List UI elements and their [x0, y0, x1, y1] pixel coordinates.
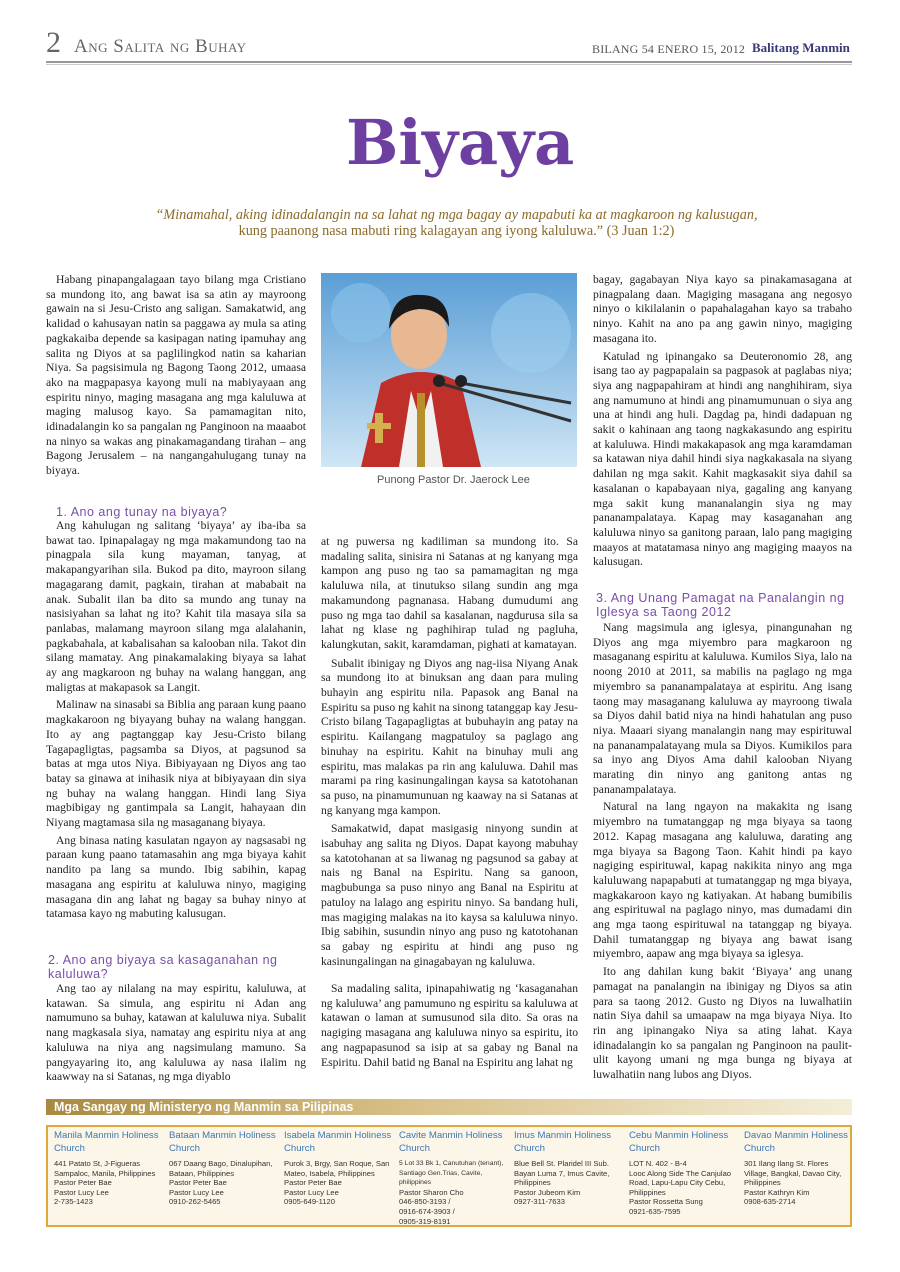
- scripture-verse: [148, 207, 765, 239]
- section-heading-1: 1. Ano ang tunay na biyaya?: [56, 505, 228, 519]
- church-isabela: [284, 1129, 392, 1207]
- church-name: Manila Manmin Holiness Church: [54, 1130, 159, 1154]
- church-phone: 046-850-3193 /: [399, 1197, 451, 1207]
- church-address: Village, Bangkal, Davao City,: [744, 1168, 842, 1178]
- church-address: Sampaloc, Manila, Philippines: [54, 1168, 156, 1178]
- paragraph: Sa madaling salita, ipinapahiwatig ng ‘kasaganahan ng kaluluwa’ ang pamumuno ng espiritu sa kaluluwa at katawan o laman at sumusunod sila dito. Sa oras na nagiging masagana ang kaluluwa ninyo sa espiritu, ito ang nagpapasunod sa isip at sa gabay ng Banal na Espiritu. Dahil batid ng Banal na Espiritu ang lahat ng: [321, 982, 578, 1069]
- church-address: Philippines: [629, 1187, 666, 1197]
- church-name: Davao Manmin Holiness Church: [744, 1130, 848, 1154]
- pastor-photo: [321, 273, 577, 467]
- paragraph: Habang pinapangalagaan tayo bilang mga Cristiano sa mundong ito, ang bawat isa sa atin ay mayroong gawain na si Jesu-Cristo ang saligan. Samakatwid, ang kalidad o kahusayan natin sa paggawa ay mula sa ating pagkakaiba depende sa kasipagan nating ipamuhay ang salita ng Diyos at sa paglilingkod natin sa kaharian Niya. Sa pagsisimula ng Bagong Taong 2012, umaasa ako na magpapasya kayong muli na mabiyayaan ang espiritu ninyo, maging masagana ang mga kaluluwa at maging malusog kayo. Sa pamamagitan nito, idinadalangin ko sa pangalan ng Panginoon na maaabot na ninyo sa wakas ang pinakamagandang tirahan – ang Bagong Jerusalem – na nangangahulugang tunay na biyaya.: [46, 273, 306, 478]
- paragraph: Ang binasa nating kasulatan ngayon ay nagsasabi ng paraan kung paano tatamasahin ang mga biyaya kahit nandito pa lang sa mundo. Ibig sabihin, kapag masagana ang espiritu at kaluluwa ninyo, magiging masagana din ang lahat ng bagay sa buhay ninyo at tatamasa kayo ng mabuting kalusugan.: [46, 833, 306, 921]
- photo-illustration: [321, 273, 577, 467]
- paragraph: Nang magsimula ang iglesya, pinangunahan ng Diyos ang mga miyembro para magkaroon ng masaganang espiritu at kaluluwa. Kumilos Siya, lalo na noong 2010 at 2011, sa mabilis na paglago ng mga miyembro sa pananampalataya at espiritu. Ang isang taong may masaganang kaluluwa ay mayroong tiwala sa Diyos dahil batid niya na hindi hahatulan ang puso niya. Maaari siyang manalangin nang may espirituwal na pananampalatayang mula sa Diyos. Kumikilos para sa inyo ang Diyos Ama dahil kalooban Niyang marating din ninyo ang ganitong antas ng pananampalataya.: [593, 621, 852, 796]
- church-address: 067 Daang Bago, Dinalupihan,: [169, 1159, 273, 1168]
- church-bataan: [169, 1129, 277, 1207]
- church-address: Road, Lapu-Lapu City Cebu,: [629, 1178, 726, 1188]
- header-rule-thin: [46, 64, 852, 65]
- paragraph: Natural na lang ngayon na makakita ng isang miyembro na tumatanggap ng mga biyaya sa taong 2012. Kapag masagana ang kaluluwa, darating ang mga biyaya sa Bagong Taon. Kahit hindi pa kayo nagiging espirituwal, kapag nakikita ninyo ang mga kaluluwang napapabuti at tumatanggap ng mga biyaya, magkakaroon kayo ng katiyakan. At habang bumibilis ang espirituwal na paglago ninyo, mas dumadami din ang mga taong espirituwal na tatanggap ng biyaya. Dahil tumatanggap ng biyaya ang bawat isang miyembro, aapaw ang mga biyaya sa iglesya.: [593, 800, 852, 961]
- church-pastor: Pastor Kathryn Kim: [744, 1187, 810, 1197]
- paragraph: Ang kahulugan ng salitang ‘biyaya’ ay iba-iba sa bawat tao. Ipinapalagay ng mga makamundong tao na pinagpala sila kung mayaman, tanyag, at makapangyarihan sila. Bukod pa dito, mayroon silang magagarang damit, pagkain, tirahan at mababait na anak. Subalit ilan ba dito sa mundo ang tunay na nasisiyahan sa lahat ng ito? Kahit tila masaya sila sa panlabas, malamang mayroon silang mga alalahanin, pagkabahala, at kabalisahan sa kalooban nila. Takot din silang mamatay. Ang pinakamalaking biyaya sa lahat ay ang magkaroon ng buhay na walang hanggan, ang maligtas at makapasok sa Langit.: [46, 519, 306, 694]
- paragraph: bagay, gagabayan Niya kayo sa pinakamasagana at pinagpalang daan. Magiging masagana ang negosyo ninyo o kikilalanin o papahalagahan kayo sa trabaho ninyo. Kahit na ano pa ang gawin ninyo, magiging masagana ito.: [593, 273, 852, 345]
- church-address: Philippines: [744, 1178, 781, 1188]
- church-name: Bataan Manmin Holiness Church: [169, 1130, 276, 1154]
- church-phone: 2-735-1423: [54, 1197, 93, 1207]
- photo-caption: Punong Pastor Dr. Jaerock Lee: [377, 474, 530, 486]
- church-cebu: [629, 1129, 737, 1217]
- column-2: [321, 535, 578, 973]
- church-phone: 0905-319-8191: [399, 1216, 451, 1226]
- church-address: Purok 3, Brgy, San Roque, San: [284, 1159, 390, 1168]
- church-phone: 0927-311-7633: [514, 1197, 565, 1207]
- church-address: LOT N. 402 - B-4: [629, 1159, 687, 1168]
- brand-logo: Balitang Manmin: [752, 40, 850, 55]
- column-1-mid: [46, 519, 306, 922]
- church-address: Looc Along Side The Canjulao: [629, 1168, 732, 1178]
- header-rule: [46, 61, 852, 63]
- church-imus: [514, 1129, 622, 1207]
- church-manila: [54, 1129, 162, 1207]
- church-address: Blue Bell St. Plaridel III Sub.: [514, 1159, 609, 1168]
- column-1-top: [46, 273, 306, 479]
- section-heading-3: 3. Ang Unang Pamagat na Panalangin ng Iglesya sa Taong 2012: [596, 591, 845, 619]
- directory-title: Mga Sangay ng Ministeryo ng Manmin sa Pilipinas: [54, 1100, 354, 1114]
- paragraph: Ang tao ay nilalang na may espiritu, kaluluwa, at katawan. Sa simula, ang espiritu ni Adan ang namumuno sa buhay, katawan at kaluluwa niya. Subalit nang magkasala siya, namatay ang espiritu niya at ang kaluluwa na niya ang nagsimulang mamuno. Sa pangyayaring ito, ang kaluluwa ay nasa ilalim ng kaawway na si Satanas, ng mga diyablo: [46, 982, 306, 1084]
- church-phone: 0921-635-7595: [629, 1206, 681, 1216]
- issue-info: BILANG 54 ENERO 15, 2012: [592, 42, 746, 56]
- church-pastor: Pastor Lucy Lee: [284, 1187, 339, 1197]
- church-address: Santiago Gen.Trias, Cavite, philippines: [399, 1169, 483, 1187]
- church-address: 301 Ilang Ilang St. Flores: [744, 1159, 829, 1168]
- church-address: Bataan, Philippines: [169, 1168, 235, 1178]
- church-pastor: Pastor Sharon Cho: [399, 1187, 464, 1197]
- column-3-bottom: [593, 621, 852, 1083]
- verse-line-2: kung paanong nasa mabuti ring kalagayan ang iyong kaluluwa.” (3 Juan 1:2): [238, 223, 675, 239]
- church-pastor: Pastor Peter Bae: [284, 1178, 342, 1188]
- church-cavite: [399, 1129, 507, 1226]
- church-phone: 0910-262-5465: [169, 1197, 221, 1207]
- church-address: Philippines: [514, 1178, 551, 1188]
- paragraph: Ito ang dahilan kung bakit ‘Biyaya’ ang unang pamagat na panalangin na ibinigay ng Diyos sa atin para sa taong 2012. Gusto ng Diyos na luwalhatiin natin Siya dahil sa umaapaw na mga biyaya Niya. Ito rin ang ipinangako Niya sa ating lahat. Kaya idinadalangin ko sa pangalan ng Panginoon na paulit-ulit kayong umani ng mga bunga ng biyaya at luwalhatiin nang lubos ang Diyos.: [593, 965, 852, 1082]
- paragraph: Subalit ibinigay ng Diyos ang nag-iisa Niyang Anak sa mundong ito at binuksan ang daan para muling buhayin ang espiritu nila. Papasok ang Banal na Espiritu sa puso ng kahit na sinong tatanggap kay Jesu-Cristo bilang Tagapagligtas at bubuhayin ang patay na espiritu. Kailangang magpatuloy sa paglago ang binuhay na espiritu. Kahit na binuhay muli ang espiritu, mas malakas pa rin ang kaluluwa. Dahil mas marami pa ring kasinungalingan kaysa sa katotohanan sa puso, na pinamumunuan ng kaaway na si Satanas at ng kanyang mga kampon.: [321, 656, 578, 817]
- church-name: Isabela Manmin Holiness Church: [284, 1130, 392, 1154]
- paragraph: Katulad ng ipinangako sa Deuteronomio 28, ang isang tao ay pagpapalain sa pagpasok at paglabas niya; siya ang nagpapahiram at hindi ang nanghihiram, siya ang namumuno at hindi ang pinamumunuan o siya ang una at hindi ang huli. Dagdag pa, hindi dadapuan ng sakit o kahinaan ang taong nagkakasundo ang espiritu at kaluluwa. Hindi makakapasok ang mga karamdaman sa katawan niya dahil hindi siya nagkakasala na siyang dahilan ng mga sakit. Kahit magkasakit siya dahil sa kasalanan o kapabayaan niya, gagaling ang kanyang mga sakit kung mananalangin siya ng may pananampalataya. Kapag may kasaganahan ang kaluluwa ninyo sa ganitong paraan, lalo pang magiging maayos at matatamasa ninyo ang magiging maayos na kalusugan.: [593, 349, 852, 569]
- church-pastor: Pastor Jubeom Kim: [514, 1187, 581, 1197]
- church-pastor: Pastor Peter Bae: [54, 1178, 112, 1188]
- church-phone: 0908-635-2714: [744, 1197, 796, 1207]
- article-title: Biyaya: [346, 106, 575, 179]
- church-address: 441 Patato St, J-Figueras: [54, 1159, 141, 1168]
- paragraph: Malinaw na sinasabi sa Biblia ang paraan kung paano magkakaroon ng biyayang buhay na walang hanggan. Ito ay ang pagtanggap kay Jesu-Cristo bilang Tagapagligtas, pagsamba sa Diyos, at pagsunod sa batas at mga utos Niya. Bibiyayaan ng Diyos ang tao batay sa ginawa at inihasik niya at bibiyayaan din siya ng buhay na walang hanggan. Hindi lang Siya magbibigay ng gantimpala sa Langit, hahayaan din Niyang magtamasa sila ng masaganang biyaya.: [46, 698, 306, 830]
- church-pastor: Pastor Peter Bae: [169, 1178, 227, 1188]
- column-2-bottom: [321, 982, 578, 1085]
- column-1-bottom: [46, 982, 306, 1085]
- church-address: 5 Lot 33 Bk 1, Canutuhan (tenant),: [399, 1160, 504, 1167]
- church-pastor: Pastor Lucy Lee: [169, 1187, 224, 1197]
- church-davao: [744, 1129, 852, 1207]
- page-number: 2: [46, 26, 61, 59]
- paragraph: Samakatwid, dapat masigasig ninyong sundin at isabuhay ang salita ng Diyos. Dapat kayong mabuhay sa katotohanan at sa liwanag ng pagsunod sa gabay at nais ng Banal na Espiritu. Nang sa ganoon, magbubunga sa puso ninyo ang Banal na Espiritu at patuloy na lalago ang espiritu ninyo. Sa bandang huli, mas magiging malakas na ito kaysa sa kaluluwa ninyo. Ibig sabihin, susundin ninyo ang puso ng katotohanan sa gabay ng espiritu at hindi ang puso ng kasinungalingan na ginagabayan ng kaluluwa.: [321, 822, 578, 968]
- paragraph: at ng puwersa ng kadiliman sa mundong ito. Sa madaling salita, sinisira ni Satanas at ng kanyang mga kampon ang puso ng tao sa pamamagitan ng mga kaluluwa nila, at tinutukso silang sundin ang mga makamundong pagnanasa. Habang dumudumi ang puso ng mga tao dahil sa kasalanan, nagdurusa sila sa lahat ng klase ng paghihirap tulad ng pagluha, kalungkutan, sakit, karamdaman, pighati at kamatayan.: [321, 535, 578, 651]
- publication-name: Ang Salita ng Buhay: [74, 36, 247, 57]
- church-address: Mateo, Isabela, Philippines: [284, 1168, 375, 1178]
- church-address: Bayan Luma 7, Imus Cavite,: [514, 1168, 610, 1178]
- section-heading-2: 2. Ano ang biyaya sa kasaganahan ng kaluluwa?: [48, 953, 278, 981]
- verse-line-1: “Minamahal, aking idinadalangin na sa lahat ng mga bagay ay mapabuti ka at magkaroon ng kalusugan,: [155, 207, 758, 223]
- church-pastor: Pastor Lucy Lee: [54, 1187, 109, 1197]
- church-phone: 0905-649-1120: [284, 1197, 335, 1207]
- church-name: Cavite Manmin Holiness Church: [399, 1130, 503, 1154]
- church-phone: 0916-674-3903 /: [399, 1206, 455, 1216]
- church-name: Imus Manmin Holiness Church: [514, 1130, 612, 1154]
- church-name: Cebu Manmin Holiness Church: [629, 1130, 729, 1154]
- column-3-top: [593, 273, 852, 570]
- church-pastor: Pastor Rossetta Sung: [629, 1197, 703, 1207]
